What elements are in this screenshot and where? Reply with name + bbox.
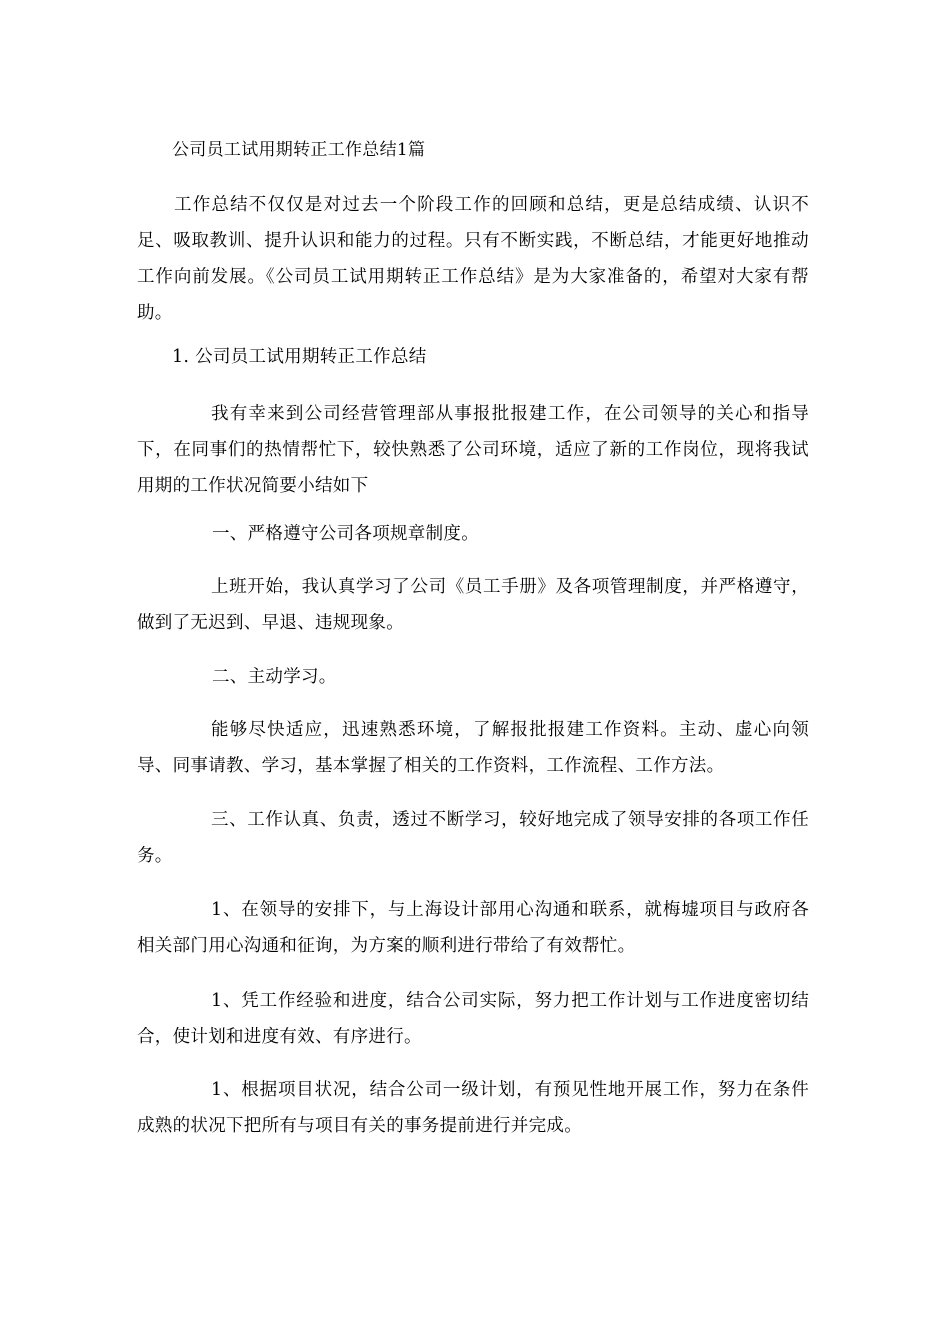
intro-paragraph: 工作总结不仅仅是对过去一个阶段工作的回顾和总结，更是总结成绩、认识不足、吸取教训、提升认识和能力的过程。只有不断实践，不断总结，才能更好地推动工作向前发展。《公司员工试用期转正工作总结》是为大家准备的，希望对大家有帮助。 bbox=[137, 195, 809, 323]
subsection-heading-2: 二、主动学习。 bbox=[212, 667, 337, 687]
list-item: 1、在领导的安排下，与上海设计部用心沟通和联系，就梅墟项目与政府各相关部门用心沟通和征询，为方案的顺利进行带给了有效帮忙。 bbox=[137, 900, 809, 956]
subsection-heading-1: 一、严格遵守公司各项规章制度。 bbox=[212, 524, 479, 544]
body-paragraph-3: 能够尽快适应，迅速熟悉环境，了解报批报建工作资料。主动、虚心向领导、同事请教、学习，基本掌握了相关的工作资料，工作流程、工作方法。 bbox=[137, 720, 809, 776]
subsection-heading-3: 三、工作认真、负责，透过不断学习，较好地完成了领导安排的各项工作任务。 bbox=[137, 810, 809, 866]
list-item: 1、根据项目状况，结合公司一级计划，有预见性地开展工作，努力在条件成熟的状况下把所有与项目有关的事务提前进行并完成。 bbox=[137, 1080, 809, 1136]
section-heading-1: 1. 公司员工试用期转正工作总结 bbox=[172, 347, 427, 367]
body-paragraph-1: 我有幸来到公司经营管理部从事报批报建工作，在公司领导的关心和指导下，在同事们的热情帮忙下，较快熟悉了公司环境，适应了新的工作岗位，现将我试用期的工作状况简要小结如下 bbox=[137, 404, 809, 496]
document-title: 公司员工试用期转正工作总结1篇 bbox=[172, 140, 426, 160]
list-item: 1、凭工作经验和进度，结合公司实际，努力把工作计划与工作进度密切结合，使计划和进度有效、有序进行。 bbox=[137, 991, 809, 1047]
body-paragraph-2: 上班开始，我认真学习了公司《员工手册》及各项管理制度，并严格遵守，做到了无迟到、早退、违规现象。 bbox=[137, 577, 809, 633]
